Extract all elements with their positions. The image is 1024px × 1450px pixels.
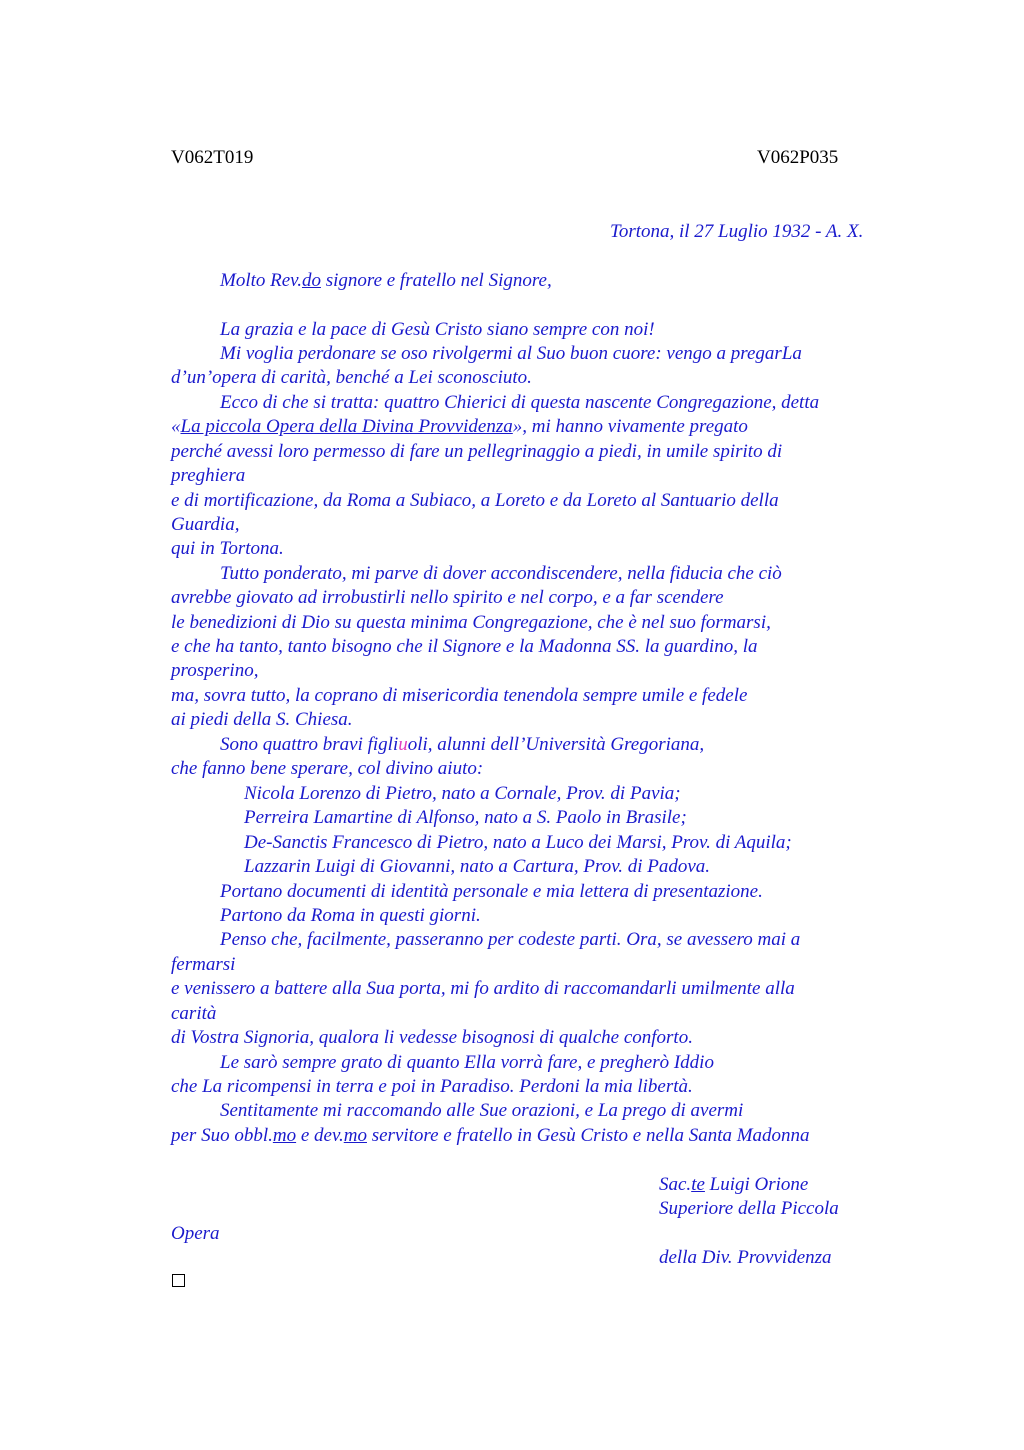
paragraph-line: Mi voglia perdonare se oso rivolgermi al Suo buon cuore: vengo a pregarLa (220, 343, 802, 364)
salutation-text: Molto Rev. (220, 270, 302, 291)
name-list-item: Perreira Lamartine di Alfonso, nato a S. Paolo in Brasile; (244, 807, 687, 828)
signature-person: Luigi Orione (704, 1174, 809, 1195)
salutation-abbrev: do (301, 270, 321, 291)
closing-text-2: e dev. (296, 1125, 344, 1146)
signature-abbrev: te (691, 1174, 705, 1195)
signature-name (659, 1173, 808, 1197)
closing-text: per Suo obbl. (171, 1125, 273, 1146)
signature-role-wrap: Opera (171, 1223, 220, 1244)
paragraph-line: Le sarò sempre grato di quanto Ella vorrà fare, e pregherò Iddio (220, 1052, 714, 1073)
document-code-right: V062P035 (757, 147, 839, 168)
paragraph-line: Guardia, (171, 514, 240, 535)
paragraph-line: fermarsi (171, 954, 236, 975)
name-list-item: Nicola Lorenzo di Pietro, nato a Cornale, Prov. di Pavia; (244, 783, 681, 804)
name-list-item: Lazzarin Luigi di Giovanni, nato a Cartura, Prov. di Padova. (244, 856, 711, 877)
paragraph-line: ma, sovra tutto, la coprano di misericordia tenendola sempre umile e fedele (171, 685, 748, 706)
opera-name: La piccola Opera della Divina Provvidenza (180, 416, 513, 437)
paragraph-line: e che ha tanto, tanto bisogno che il Signore e la Madonna SS. la guardino, la (171, 636, 758, 657)
empty-box-glyph (172, 1274, 185, 1287)
highlighted-letter: u (398, 734, 408, 755)
closing-text-3: servitore e fratello in Gesù Cristo e nella Santa Madonna (366, 1125, 810, 1146)
paragraph-line: le benedizioni di Dio su questa minima Congregazione, che è nel suo formarsi, (171, 612, 771, 633)
paragraph-line: La grazia e la pace di Gesù Cristo siano sempre con noi! (220, 319, 655, 340)
paragraph-line: Portano documenti di identità personale e mia lettera di presentazione. (220, 881, 763, 902)
salutation (220, 269, 552, 293)
opera-line (171, 415, 748, 439)
document-code-left: V062T019 (171, 147, 254, 168)
name-list-item: De-Sanctis Francesco di Pietro, nato a Luco dei Marsi, Prov. di Aquila; (244, 832, 792, 853)
paragraph-line: e venissero a battere alla Sua porta, mi fo ardito di raccomandarli umilmente alla (171, 978, 795, 999)
figliuoli-line (220, 733, 704, 757)
signature-role-end: della Div. Provvidenza (659, 1247, 832, 1268)
closing-abbrev-2: mo (343, 1125, 367, 1146)
paragraph-line: d’un’opera di carità, benché a Lei sconosciuto. (171, 367, 532, 388)
paragraph-line: Penso che, facilmente, passeranno per codeste parti. Ora, se avessero mai a (220, 929, 801, 950)
closing-abbrev: mo (272, 1125, 297, 1146)
paragraph-line: che La ricompensi in terra e poi in Paradiso. Perdoni la mia libertà. (171, 1076, 693, 1097)
paragraph-line: e di mortificazione, da Roma a Subiaco, a Loreto e da Loreto al Santuario della (171, 490, 779, 511)
paragraph-line: di Vostra Signoria, qualora li vedesse bisognosi di qualche conforto. (171, 1027, 693, 1048)
paragraph-line: avrebbe giovato ad irrobustirli nello spirito e nel corpo, e a far scendere (171, 587, 724, 608)
closing-line (171, 1124, 810, 1148)
paragraph-line: Partono da Roma in questi giorni. (220, 905, 481, 926)
paragraph-line: Sentitamente mi raccomando alle Sue orazioni, e La prego di avermi (220, 1100, 744, 1121)
paragraph-line: perché avessi loro permesso di fare un pellegrinaggio a piedi, in umile spirito di (171, 441, 783, 462)
opera-line-rest: », mi hanno vivamente pregato (512, 416, 748, 437)
signature-title: Sac. (659, 1174, 692, 1195)
salutation-rest: signore e fratello nel Signore, (320, 270, 552, 291)
paragraph-line: Tutto ponderato, mi parve di dover accondiscendere, nella fiducia che ciò (220, 563, 782, 584)
figliuoli-rest: oli, alunni dell’Università Gregoriana, (407, 734, 705, 755)
figliuoli-text: Sono quattro bravi figli (220, 734, 399, 755)
paragraph-line: Ecco di che si tratta: quattro Chierici di questa nascente Congregazione, detta (220, 392, 820, 413)
paragraph-line: preghiera (171, 465, 246, 486)
paragraph-line: ai piedi della S. Chiesa. (171, 709, 353, 730)
paragraph-line: che fanno bene sperare, col divino aiuto: (171, 758, 484, 779)
paragraph-line: qui in Tortona. (171, 538, 284, 559)
signature-role: Superiore della Piccola (659, 1198, 839, 1219)
quote-open: « (171, 416, 181, 437)
paragraph-line: prosperino, (171, 660, 259, 681)
paragraph-line: carità (171, 1003, 217, 1024)
letter-date: Tortona, il 27 Luglio 1932 - A. X. (610, 221, 864, 242)
